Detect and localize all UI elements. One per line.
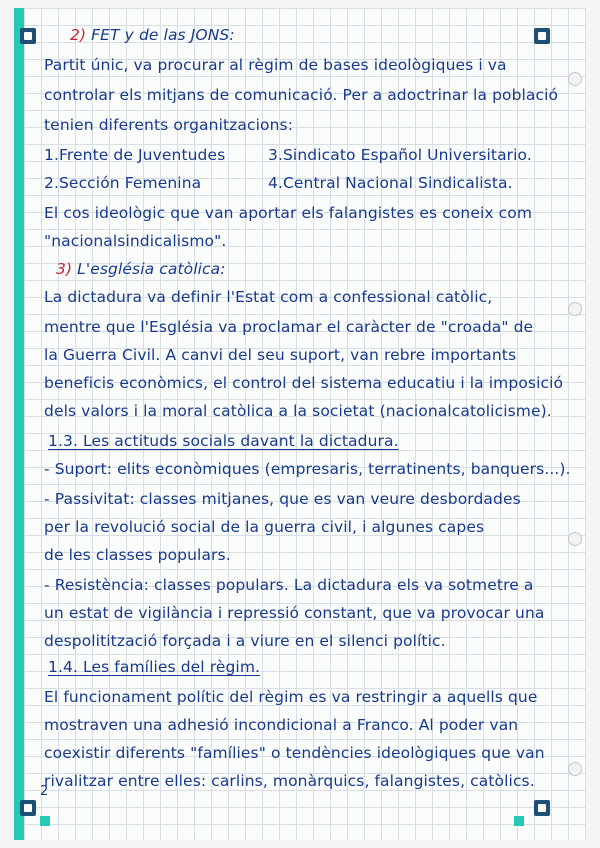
text-line: per la revolució social de la guerra civil, i algunes capes <box>44 518 485 536</box>
binder-hole <box>568 532 582 546</box>
text-line: - Passivitat: classes mitjanes, que es van veure desbordades <box>44 490 521 508</box>
green-marker-right <box>514 816 524 826</box>
text-line: de les classes populars. <box>44 546 231 564</box>
text-line: - Resistència: classes populars. La dictadura els va sotmetre a <box>44 576 534 594</box>
heading-fet <box>70 26 235 44</box>
text-line: mostraven una adhesió incondicional a Franco. Al poder van <box>44 716 519 734</box>
binder-hole <box>568 302 582 316</box>
page-number: 2 <box>40 784 49 799</box>
text-line: - Suport: elits econòmiques (empresaris, terratinents, banquers...). <box>44 460 571 478</box>
corner-marker-bottom-right <box>534 800 550 816</box>
section-heading-1-3: 1.3. Les actituds socials davant la dictadura. <box>48 432 399 450</box>
heading-iglesia-number: 3) <box>56 260 73 278</box>
org-item: 2.Sección Femenina <box>44 174 202 192</box>
heading-fet-text: FET y de las JONS: <box>91 26 235 44</box>
heading-iglesia <box>56 260 226 278</box>
corner-marker-top-right <box>534 28 550 44</box>
text-line: mentre que l'Església va proclamar el caràcter de "croada" de <box>44 318 534 336</box>
corner-marker-top-left <box>20 28 36 44</box>
green-marker-left <box>40 816 50 826</box>
text-line: la Guerra Civil. A canvi del seu suport, van rebre importants <box>44 346 517 364</box>
heading-fet-number: 2) <box>70 26 87 44</box>
text-line: coexistir diferents "famílies" o tendències ideològiques que van <box>44 744 545 762</box>
text-line: despolitització forçada i a viure en el silenci polític. <box>44 632 446 650</box>
section-heading-1-4: 1.4. Les famílies del règim. <box>48 658 261 676</box>
binder-hole <box>568 72 582 86</box>
text-line: El funcionament polític del règim es va restringir a aquells que <box>44 688 538 706</box>
heading-iglesia-text: L'església catòlica: <box>77 260 226 278</box>
text-line: rivalitzar entre elles: carlins, monàrquics, falangistes, catòlics. <box>44 772 535 790</box>
text-line: dels valors i la moral catòlica a la societat (nacionalcatolicisme). <box>44 402 552 420</box>
org-item: 4.Central Nacional Sindicalista. <box>268 174 513 192</box>
binder-hole <box>568 762 582 776</box>
org-item: 1.Frente de Juventudes <box>44 146 226 164</box>
text-line: Partit únic, va procurar al règim de bases ideològiques i va <box>44 56 507 74</box>
corner-marker-bottom-left <box>20 800 36 816</box>
text-line: "nacionalsindicalismo". <box>44 232 227 250</box>
org-item: 3.Sindicato Español Universitario. <box>268 146 532 164</box>
text-line: La dictadura va definir l'Estat com a confessional catòlic, <box>44 288 493 306</box>
text-line: controlar els mitjans de comunicació. Per a adoctrinar la població <box>44 86 559 104</box>
text-line: tenien diferents organitzacions: <box>44 116 294 134</box>
text-line: beneficis econòmics, el control del sistema educatiu i la imposició <box>44 374 564 392</box>
text-line: El cos ideològic que van aportar els falangistes es coneix com <box>44 204 533 222</box>
text-line: un estat de vigilància i repressió constant, que va provocar una <box>44 604 545 622</box>
